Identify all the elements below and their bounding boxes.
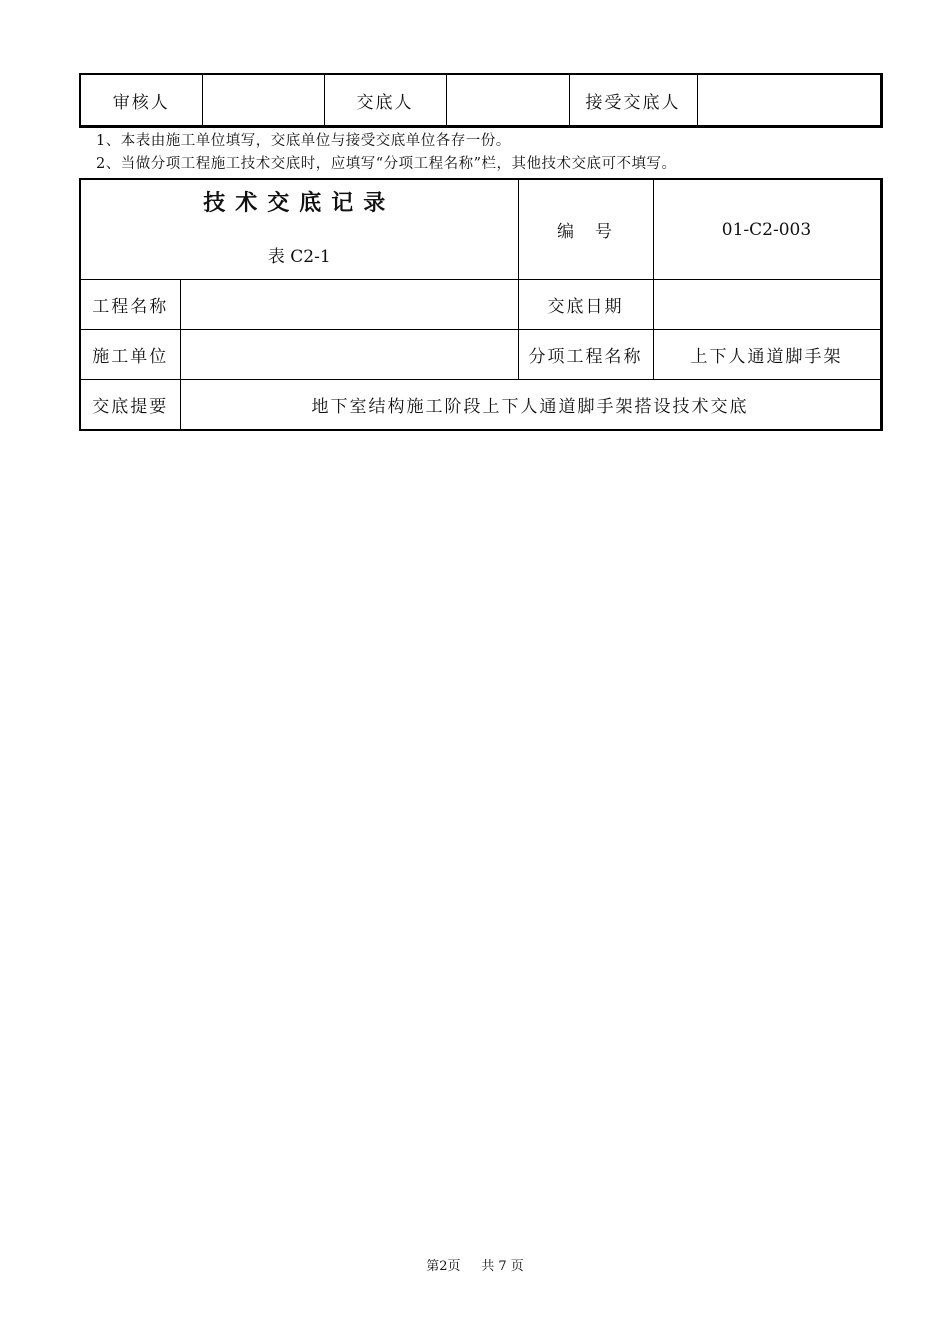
discloser-label: 交底人 xyxy=(324,74,446,127)
signature-table xyxy=(79,73,883,128)
page-footer xyxy=(0,1255,950,1274)
date-label: 交底日期 xyxy=(518,280,653,330)
project-row xyxy=(80,280,881,330)
project-name-label: 工程名称 xyxy=(80,280,180,330)
construction-unit-field[interactable] xyxy=(180,330,518,380)
note-line: 2、当做分项工程施工技术交底时，应填写“分项工程名称”栏，其他技术交底可不填写。 xyxy=(96,156,677,172)
number-label: 编 号 xyxy=(518,179,653,280)
construction-unit-label: 施工单位 xyxy=(80,330,180,380)
number-value[interactable]: 01-C2-003 xyxy=(653,179,881,280)
page-total: 共 7 页 xyxy=(481,1259,524,1274)
reviewer-label: 审核人 xyxy=(80,74,202,127)
summary-row xyxy=(80,380,881,431)
technical-disclosure-record-table xyxy=(79,178,883,431)
subitem-label: 分项工程名称 xyxy=(518,330,653,380)
subitem-field[interactable]: 上下人通道脚手架 xyxy=(653,330,881,380)
date-field[interactable] xyxy=(653,280,881,330)
record-title-cell xyxy=(80,179,518,280)
signature-row xyxy=(80,74,881,127)
receiver-field[interactable] xyxy=(697,74,881,127)
unit-row xyxy=(80,330,881,380)
page-number: 第2页 xyxy=(426,1259,461,1274)
record-header-row xyxy=(80,179,881,280)
form-notes xyxy=(96,130,677,176)
summary-label: 交底提要 xyxy=(80,380,180,431)
discloser-field[interactable] xyxy=(446,74,569,127)
document-title: 技术交底记录 xyxy=(203,190,396,216)
summary-field[interactable]: 地下室结构施工阶段上下人通道脚手架搭设技术交底 xyxy=(180,380,881,431)
project-name-field[interactable] xyxy=(180,280,518,330)
reviewer-field[interactable] xyxy=(202,74,324,127)
receiver-label: 接受交底人 xyxy=(569,74,697,127)
note-line: 1、本表由施工单位填写，交底单位与接受交底单位各存一份。 xyxy=(96,133,511,149)
form-code: 表 C2-1 xyxy=(267,247,331,267)
